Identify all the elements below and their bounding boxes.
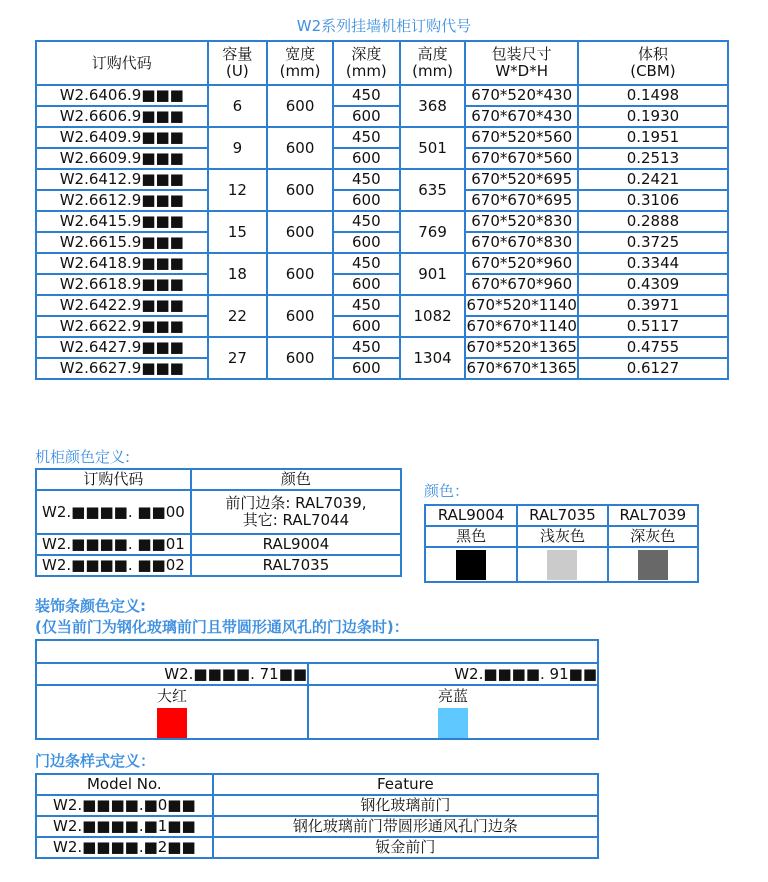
cabinet-color-code: W2.■■■■. ■■00 xyxy=(36,490,191,534)
trim-swatch-red xyxy=(157,708,187,738)
header-depth: 深度 (mm) xyxy=(333,41,400,85)
trim-color-heading: 装饰条颜色定义: xyxy=(35,597,146,615)
width: 600 xyxy=(267,127,333,169)
volume: 0.2888 xyxy=(578,211,728,232)
depth: 600 xyxy=(333,316,400,337)
cabinet-color-heading: 机柜颜色定义: xyxy=(35,448,131,466)
height: 501 xyxy=(400,127,466,169)
color-swatch-cell xyxy=(517,547,607,582)
color-legend-ral: RAL7035 xyxy=(517,505,607,526)
table-row xyxy=(36,106,728,127)
door-style-table xyxy=(35,773,599,859)
order-code: W2.6412.9■■■ xyxy=(36,169,208,190)
door-style-heading: 门边条样式定义： xyxy=(35,752,156,770)
color-swatch-black xyxy=(456,550,486,580)
color-swatch-cell xyxy=(608,547,698,582)
color-legend-table xyxy=(424,504,699,583)
color-legend-name: 深灰色 xyxy=(608,526,698,547)
color-legend-heading: 颜色： xyxy=(424,482,470,500)
package-size: 670*670*960 xyxy=(465,274,577,295)
order-code: W2.6406.9■■■ xyxy=(36,85,208,106)
order-code: W2.6606.9■■■ xyxy=(36,106,208,127)
package-size: 670*520*1365 xyxy=(466,338,577,356)
cabinet-color-value: 前门边条: RAL7039, 其它: RAL7044 xyxy=(191,490,401,534)
width: 600 xyxy=(267,253,333,295)
volume: 0.2421 xyxy=(578,169,728,190)
trim-color-code: W2.■■■■. 71■■ xyxy=(36,663,308,685)
table-row xyxy=(36,85,728,106)
volume: 0.3344 xyxy=(578,253,728,274)
package-size: 670*520*1140 xyxy=(466,296,577,314)
capacity: 15 xyxy=(208,211,268,253)
depth: 600 xyxy=(333,148,400,169)
capacity: 12 xyxy=(208,169,268,211)
depth: 600 xyxy=(333,358,400,379)
depth: 450 xyxy=(333,211,400,232)
capacity: 9 xyxy=(208,127,268,169)
order-code: W2.6418.9■■■ xyxy=(36,253,208,274)
depth: 450 xyxy=(333,169,400,190)
height: 635 xyxy=(400,169,466,211)
order-code: W2.6409.9■■■ xyxy=(36,127,208,148)
volume: 0.4309 xyxy=(578,274,728,295)
width: 600 xyxy=(267,169,333,211)
trim-swatch-cell xyxy=(36,707,308,739)
height: 1082 xyxy=(400,295,466,337)
color-swatch-dark-gray xyxy=(638,550,668,580)
table-row xyxy=(36,358,728,379)
table-row xyxy=(36,232,728,253)
cabinet-color-code: W2.■■■■. ■■02 xyxy=(36,555,191,576)
volume: 0.3971 xyxy=(578,295,728,316)
depth: 450 xyxy=(333,337,400,358)
table-row xyxy=(36,127,728,148)
width: 600 xyxy=(267,211,333,253)
color-legend-ral: RAL7039 xyxy=(608,505,698,526)
door-style-feature: 钢化玻璃前门带圆形通风孔门边条 xyxy=(213,816,598,837)
door-style-feature: 钣金前门 xyxy=(213,837,598,858)
package-size: 670*670*830 xyxy=(465,232,577,253)
cabinet-color-value: RAL9004 xyxy=(191,534,401,555)
table-row xyxy=(36,274,728,295)
cabinet-color-header-color: 颜色 xyxy=(191,469,401,490)
header-code: 订购代码 xyxy=(36,41,208,85)
trim-swatch-blue xyxy=(438,708,468,738)
capacity: 27 xyxy=(208,337,268,379)
cabinet-color-table xyxy=(35,468,402,577)
volume: 0.1930 xyxy=(578,106,728,127)
color-legend-name: 浅灰色 xyxy=(517,526,607,547)
door-style-model: W2.■■■■.■0■■ xyxy=(36,795,213,816)
trim-color-empty-row xyxy=(36,640,598,663)
header-capacity: 容量 (U) xyxy=(208,41,268,85)
trim-color-name: 亮蓝 xyxy=(308,685,598,707)
trim-color-subheading: (仅当前门为钢化玻璃前门且带圆形通风孔的门边条时)： xyxy=(35,618,409,636)
order-code: W2.6427.9■■■ xyxy=(36,337,208,358)
color-swatch-light-gray xyxy=(547,550,577,580)
volume: 0.1498 xyxy=(578,85,728,106)
door-style-model: W2.■■■■.■2■■ xyxy=(36,837,213,858)
cabinet-color-header-code: 订购代码 xyxy=(36,469,191,490)
table-row xyxy=(36,295,728,316)
height: 1304 xyxy=(400,337,466,379)
package-size: 670*670*430 xyxy=(465,106,577,127)
package-size: 670*670*695 xyxy=(465,190,577,211)
table-row xyxy=(36,337,728,358)
table-row xyxy=(36,211,728,232)
width: 600 xyxy=(267,295,333,337)
package-size: 670*670*1365 xyxy=(466,359,577,377)
volume: 0.2513 xyxy=(578,148,728,169)
main-title: W2系列挂墙机柜订购代号 xyxy=(296,17,472,35)
depth: 600 xyxy=(333,232,400,253)
table-row xyxy=(36,253,728,274)
order-code: W2.6627.9■■■ xyxy=(36,358,208,379)
color-swatch-cell xyxy=(425,547,517,582)
trim-color-code: W2.■■■■. 91■■ xyxy=(308,663,598,685)
door-style-header-model: Model No. xyxy=(36,774,213,795)
table-row xyxy=(36,169,728,190)
volume: 0.3725 xyxy=(578,232,728,253)
package-size: 670*520*695 xyxy=(465,169,577,190)
order-code: W2.6422.9■■■ xyxy=(36,295,208,316)
door-style-feature: 钢化玻璃前门 xyxy=(213,795,598,816)
depth: 600 xyxy=(333,190,400,211)
order-code-table xyxy=(35,40,729,380)
header-package: 包装尺寸 W*D*H xyxy=(465,41,577,85)
cabinet-color-value: RAL7035 xyxy=(191,555,401,576)
color-legend-name: 黑色 xyxy=(425,526,517,547)
trim-color-name: 大红 xyxy=(36,685,308,707)
order-code: W2.6618.9■■■ xyxy=(36,274,208,295)
volume: 0.3106 xyxy=(578,190,728,211)
depth: 450 xyxy=(333,127,400,148)
cabinet-color-code: W2.■■■■. ■■01 xyxy=(36,534,191,555)
volume: 0.5117 xyxy=(578,316,728,337)
order-code: W2.6622.9■■■ xyxy=(36,316,208,337)
table-row xyxy=(36,190,728,211)
order-code: W2.6415.9■■■ xyxy=(36,211,208,232)
width: 600 xyxy=(267,85,333,127)
depth: 450 xyxy=(333,295,400,316)
trim-swatch-cell xyxy=(308,707,598,739)
package-size: 670*670*560 xyxy=(465,148,577,169)
table-row xyxy=(36,316,728,337)
trim-color-table xyxy=(35,639,599,740)
header-width: 宽度 (mm) xyxy=(267,41,333,85)
height: 901 xyxy=(400,253,466,295)
width: 600 xyxy=(267,337,333,379)
table-row xyxy=(36,148,728,169)
height: 769 xyxy=(400,211,466,253)
depth: 600 xyxy=(333,106,400,127)
height: 368 xyxy=(400,85,466,127)
volume: 0.4755 xyxy=(578,337,728,358)
door-style-header-feature: Feature xyxy=(213,774,598,795)
package-size: 670*520*830 xyxy=(465,211,577,232)
capacity: 22 xyxy=(208,295,268,337)
package-size: 670*520*430 xyxy=(465,85,577,106)
order-code: W2.6609.9■■■ xyxy=(36,148,208,169)
order-code: W2.6615.9■■■ xyxy=(36,232,208,253)
depth: 600 xyxy=(333,274,400,295)
depth: 450 xyxy=(333,253,400,274)
header-volume: 体积 (CBM) xyxy=(578,41,728,85)
package-size: 670*520*560 xyxy=(465,127,577,148)
volume: 0.6127 xyxy=(578,358,728,379)
package-size: 670*520*960 xyxy=(465,253,577,274)
depth: 450 xyxy=(333,85,400,106)
header-height: 高度 (mm) xyxy=(400,41,466,85)
package-size: 670*670*1140 xyxy=(466,317,577,335)
capacity: 18 xyxy=(208,253,268,295)
capacity: 6 xyxy=(208,85,268,127)
order-code: W2.6612.9■■■ xyxy=(36,190,208,211)
volume: 0.1951 xyxy=(578,127,728,148)
door-style-model: W2.■■■■.■1■■ xyxy=(36,816,213,837)
color-legend-ral: RAL9004 xyxy=(425,505,517,526)
